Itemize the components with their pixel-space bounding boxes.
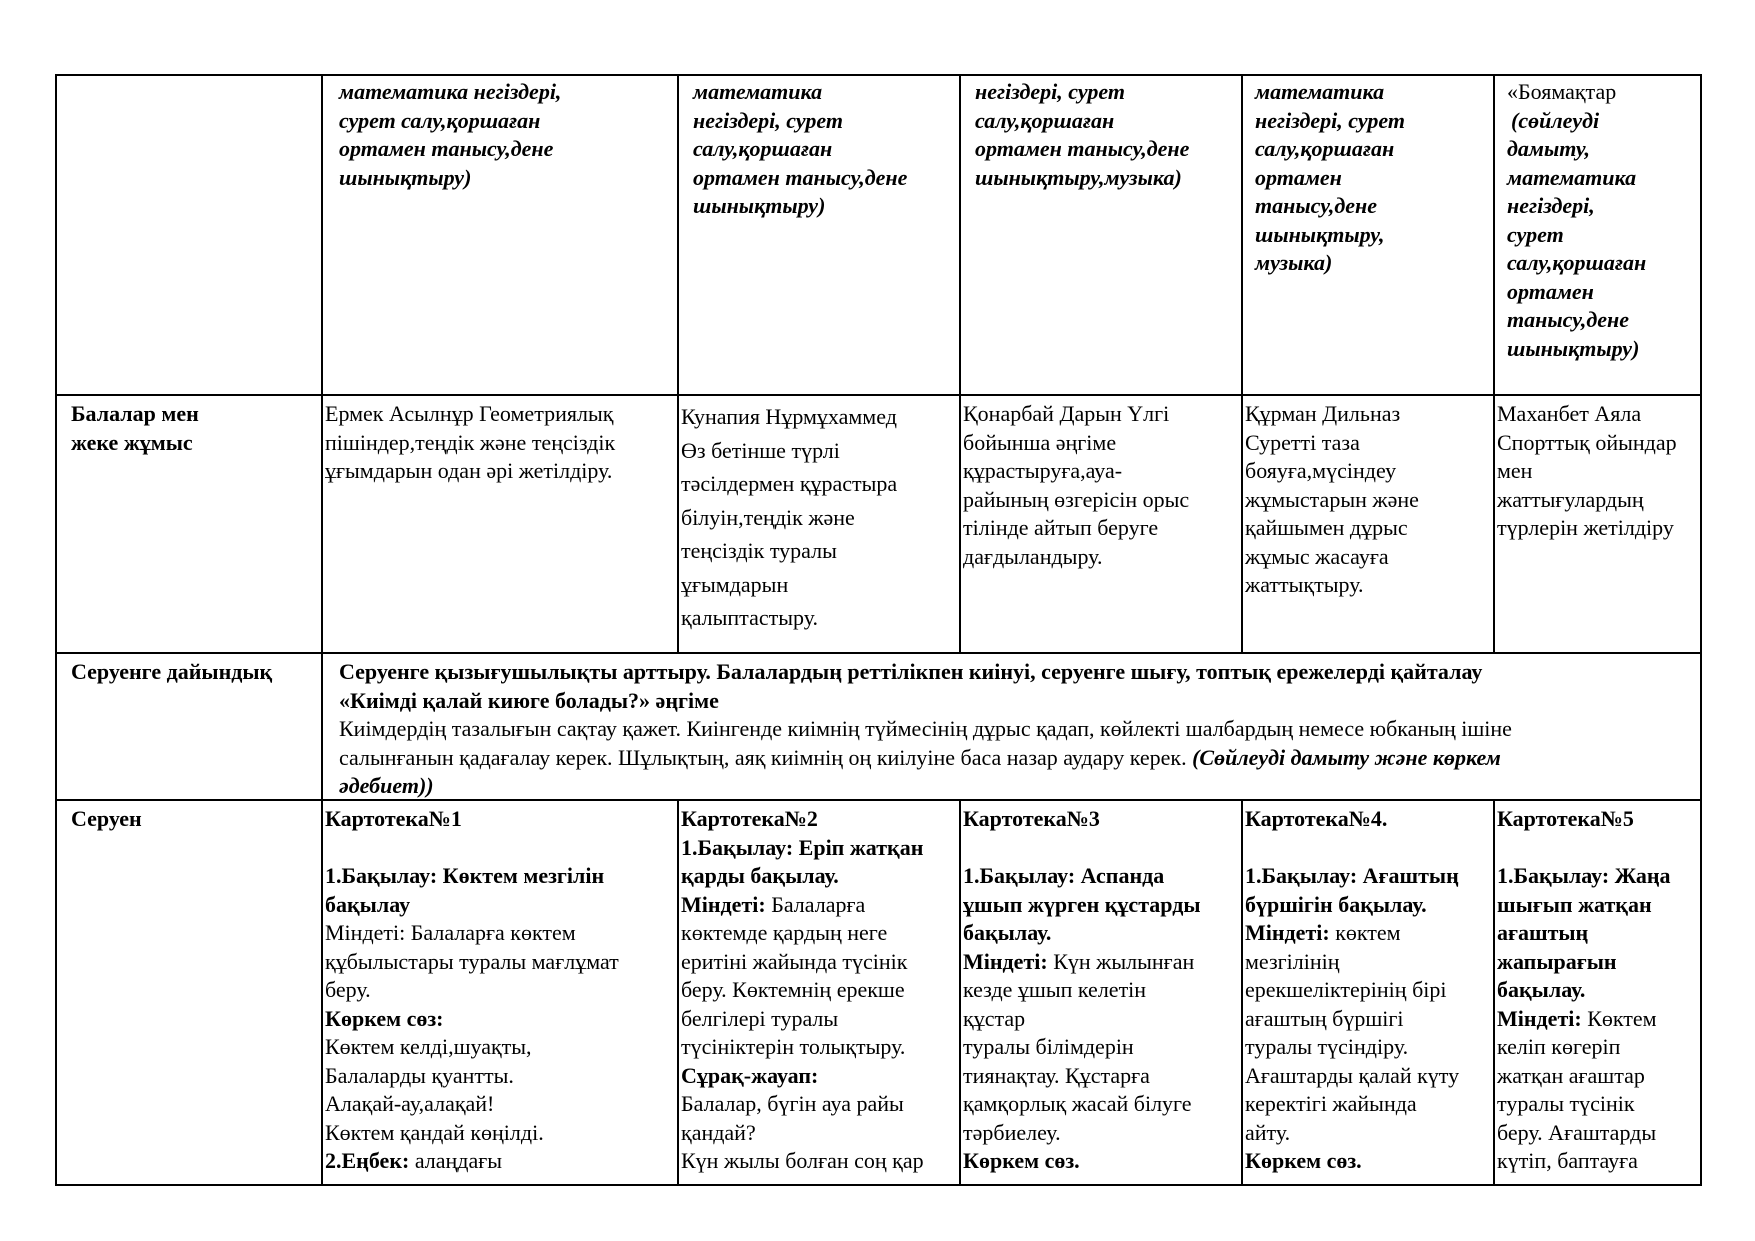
text-span: салынғанын қадағалау керек. Шұлықтың, аяқ киімнің оң киілуіне баса назар аудару керек.	[339, 744, 1187, 770]
text-line: негіздері, сурет	[693, 107, 843, 133]
text-line: Кунапия Нұрмұхаммед	[681, 404, 897, 429]
text-line: бүршігін бақылау.	[1245, 891, 1427, 917]
text-line: Көркем сөз.	[963, 1148, 1080, 1173]
text-span: көктем	[1329, 920, 1401, 945]
text-line: ағаштың бүршігі	[1245, 1005, 1404, 1031]
text-line: ортамен танысу,дене	[693, 164, 908, 190]
text-line: ортамен	[1255, 164, 1342, 190]
text-line: математика	[1255, 79, 1385, 104]
text-line: белгілері туралы	[681, 1005, 839, 1031]
column-divider	[1493, 799, 1495, 1186]
text-line: «Боямақтар	[1507, 79, 1617, 104]
text-line: бойынша әңгіме	[963, 429, 1117, 455]
row1-col3-text	[975, 78, 1189, 192]
text-line: кезде ұшып келетін	[963, 977, 1147, 1002]
text-line: бақылау.	[1497, 977, 1586, 1002]
text-line: құрастыруға,ауа-	[963, 458, 1123, 483]
text-line: Көркем сөз.	[1245, 1148, 1362, 1173]
text-line: Сұрақ-жауап:	[681, 1062, 819, 1088]
text-span: Күн жылынған	[1047, 948, 1195, 974]
text-line: Суретті таза	[1245, 429, 1360, 455]
text-line: Өз бетінше түрлі	[681, 437, 840, 463]
text-line: ұғымдарын одан әрі жетілдіру.	[325, 458, 613, 483]
text-line: Көктем қандай көңілді.	[325, 1119, 544, 1145]
schedule-table	[55, 74, 1702, 1186]
table-border-bottom	[55, 1184, 1702, 1186]
card-heading: Картотека№3	[963, 806, 1100, 831]
text-line: құстар	[963, 1005, 1026, 1031]
text-line: шынықтыру)	[693, 193, 826, 218]
text-line: салу,қоршаған	[1255, 136, 1395, 161]
text-line: тәсілдермен құрастыра	[681, 471, 898, 496]
text-span: Балаларға	[765, 891, 866, 917]
text-line: көктемде қардың неге	[681, 920, 888, 945]
text-span: Көктем	[1581, 1005, 1657, 1031]
card-1	[325, 805, 619, 1176]
text-line: математика	[1507, 164, 1637, 190]
column-divider	[677, 799, 679, 1186]
text-line: негіздері, сурет	[1255, 107, 1405, 133]
card-heading: Картотека№4.	[1245, 806, 1388, 831]
column-divider	[959, 74, 961, 652]
text-line	[1245, 919, 1459, 948]
row2-col4-text	[1245, 400, 1419, 600]
text-line: ерекшеліктерінің бірі	[1245, 977, 1447, 1002]
text-line: тәрбиелеу.	[963, 1119, 1061, 1145]
text-line: жатқан ағаштар	[1497, 1062, 1645, 1088]
text-line: ұғымдарын	[681, 571, 789, 597]
text-line: Ағаштарды қалай күту	[1245, 1062, 1460, 1088]
text-line: қалыптастыру.	[681, 605, 818, 630]
text-line: салу,қоршаған	[1507, 250, 1647, 275]
text-line: Спорттық ойындар	[1497, 429, 1677, 455]
row1-col4-text	[1255, 78, 1405, 278]
text-line: 1.Бақылау: Көктем мезгілін	[325, 863, 605, 888]
text-line: Алақай-ау,алақай!	[325, 1091, 495, 1116]
text-line: беру.	[325, 977, 371, 1002]
text-line: түрлерін жетілдіру	[1497, 515, 1674, 540]
text-line: қандай?	[681, 1119, 756, 1145]
text-line: танысу,дене	[1255, 193, 1378, 218]
text-line: (сөйлеуді	[1511, 107, 1600, 133]
row2-label	[71, 400, 199, 457]
text-line: Құрман Дильназ	[1245, 401, 1401, 426]
text-span: (Сөйлеуді дамыту және көркем	[1192, 744, 1501, 770]
spacer	[325, 834, 619, 863]
text-span: Міндеті:	[681, 891, 766, 917]
text-span: алаңдағы	[409, 1148, 503, 1173]
text-line: туралы білімдерін	[963, 1034, 1134, 1059]
text-line: негіздері,	[1507, 193, 1595, 218]
text-line: Көктем келді,шуақты,	[325, 1034, 532, 1059]
text-line: Балаларды қуантты.	[325, 1062, 514, 1088]
text-line: құбылыстары туралы мағлұмат	[325, 948, 619, 974]
text-line: теңсіздік туралы	[681, 538, 837, 563]
column-divider	[1241, 799, 1243, 1186]
text-line: дағдыландыру.	[963, 543, 1103, 569]
text-line: райының өзгерісін орыс	[963, 486, 1190, 512]
text-line: еритіні жайында түсінік	[681, 948, 908, 974]
row3-content	[339, 658, 1512, 801]
text-line: ортамен танысу,дене	[339, 136, 554, 161]
text-line	[339, 744, 1512, 773]
text-line: беру. Көктемнің ерекше	[681, 977, 905, 1002]
text-line: қарды бақылау.	[681, 863, 839, 888]
text-span: Міндеті:	[1245, 920, 1330, 945]
text-line: туралы түсінік	[1497, 1091, 1635, 1116]
text-line: танысу,дене	[1507, 307, 1630, 332]
row3-label: Серуенге дайындық	[71, 659, 273, 684]
text-line: 1.Бақылау: Еріп жатқан	[681, 834, 924, 860]
text-line: музыка)	[1255, 250, 1333, 275]
text-line: бояуға,мүсіндеу	[1245, 458, 1397, 483]
row2-col5-text	[1497, 400, 1677, 543]
text-line: шынықтыру,	[1255, 221, 1385, 247]
text-line: Көркем сөз:	[325, 1005, 444, 1031]
card-heading: Картотека№2	[681, 806, 818, 831]
text-line: Міндеті: Балаларға көктем	[325, 920, 576, 945]
text-line: түсініктерін толықтыру.	[681, 1034, 906, 1059]
spacer	[963, 834, 1201, 863]
row2-col3-text	[963, 400, 1189, 571]
text-line: бақылау	[325, 891, 411, 917]
text-line: жұмыстарын және	[1245, 486, 1419, 512]
text-line: 1.Бақылау: Ағаштың	[1245, 863, 1459, 888]
row-divider	[55, 394, 1702, 396]
text-line: тілінде айтып беруге	[963, 515, 1159, 540]
row2-col2-text	[681, 400, 897, 635]
text-line: негіздері, сурет	[975, 79, 1125, 104]
text-line: жаттығулардың	[1497, 486, 1644, 512]
text-line: мен	[1497, 458, 1533, 483]
text-span: Міндеті:	[963, 948, 1048, 974]
row-divider	[55, 652, 1702, 654]
row4-label: Серуен	[71, 806, 142, 831]
text-line: Күн жылы болған соң қар	[681, 1148, 924, 1173]
text-line	[681, 891, 924, 920]
column-divider	[959, 799, 961, 1186]
table-border-top	[55, 74, 1702, 76]
text-line: қамқорлық жасай білуге	[963, 1091, 1192, 1116]
text-line: Серуенге қызығушылықты арттыру. Балалардың реттілікпен киінуі, серуенге шығу, топтық ережелерді қайталау	[339, 659, 1483, 684]
text-line: жеке жұмыс	[71, 429, 193, 455]
text-line: Балалар, бүгін ауа райы	[681, 1091, 904, 1116]
text-line: қайшымен дұрыс	[1245, 515, 1408, 540]
text-line: ұшып жүрген құстарды	[963, 891, 1201, 917]
text-line: беру. Ағаштарды	[1497, 1119, 1657, 1145]
text-line	[1497, 1005, 1671, 1034]
text-line: математика негіздері,	[339, 79, 562, 104]
text-line: Маханбет Аяла	[1497, 401, 1642, 426]
text-line: Киімдердің тазалығын сақтау қажет. Киінгенде киімнің түймесінің дұрыс қадап, көйлекті шалбардың немесе юбканың ішіне	[339, 716, 1512, 741]
table-border-right	[1700, 74, 1702, 1186]
text-line: «Киімді қалай киюге болады?» әңгіме	[339, 687, 719, 713]
row1-col5-text	[1507, 78, 1646, 363]
card-3	[963, 805, 1201, 1176]
text-line	[963, 948, 1201, 977]
text-line: салу,қоршаған	[693, 136, 833, 161]
text-line: пішіндер,теңдік және теңсіздік	[325, 429, 616, 455]
text-line: Қонарбай Дарын Үлгі	[963, 401, 1170, 426]
card-5	[1497, 805, 1671, 1176]
text-line: мезгілінің	[1245, 948, 1340, 974]
text-line: білуін,теңдік және	[681, 504, 855, 530]
text-line: Балалар мен	[71, 401, 199, 426]
card-heading: Картотека№1	[325, 806, 462, 831]
text-line: жаттықтыру.	[1245, 572, 1364, 597]
spacer	[1245, 834, 1459, 863]
text-line: ағаштың	[1497, 920, 1589, 945]
text-line: айту.	[1245, 1119, 1291, 1145]
text-line: шынықтыру)	[1507, 335, 1640, 361]
text-line: шығып жатқан	[1497, 891, 1652, 917]
text-line: салу,қоршаған	[975, 107, 1115, 133]
text-line: математика	[693, 79, 823, 104]
card-4	[1245, 805, 1459, 1176]
text-line: дамыту,	[1507, 136, 1590, 161]
row1-col1-text	[339, 78, 561, 192]
text-line: сурет салу,қоршаған	[339, 107, 541, 133]
text-line: ортамен	[1507, 278, 1594, 304]
text-line: туралы түсіндіру.	[1245, 1034, 1409, 1059]
text-line: ортамен танысу,дене	[975, 136, 1190, 161]
text-line: күтіп, баптауға	[1497, 1148, 1638, 1173]
text-line: Ермек Асылнұр Геометриялық	[325, 401, 614, 426]
column-divider	[1493, 74, 1495, 652]
text-line: 1.Бақылау: Аспанда	[963, 863, 1165, 888]
text-line: тиянақтау. Құстарға	[963, 1062, 1150, 1088]
text-line: керектігі жайында	[1245, 1091, 1417, 1116]
row2-col1-text	[325, 400, 615, 486]
row1-col2-text	[693, 78, 907, 221]
column-divider	[1241, 74, 1243, 652]
text-line	[325, 1147, 619, 1176]
text-line: жұмыс жасауға	[1245, 543, 1389, 569]
text-line: шынықтыру,музыка)	[975, 164, 1182, 190]
text-line: шынықтыру)	[339, 164, 472, 190]
text-line: сурет	[1507, 221, 1564, 247]
text-line: әдебиет))	[339, 773, 434, 798]
text-line: келіп көгеріп	[1497, 1034, 1621, 1059]
column-divider	[677, 74, 679, 652]
text-line: бақылау.	[963, 920, 1052, 945]
table-border-left	[55, 74, 57, 1186]
text-span: Міндеті:	[1497, 1005, 1582, 1031]
column-divider	[321, 74, 323, 1186]
text-line: 1.Бақылау: Жаңа	[1497, 863, 1671, 888]
card-2	[681, 805, 924, 1176]
text-span: 2.Еңбек:	[325, 1148, 410, 1173]
card-heading: Картотека№5	[1497, 806, 1634, 831]
text-line: жапырағын	[1497, 948, 1617, 974]
